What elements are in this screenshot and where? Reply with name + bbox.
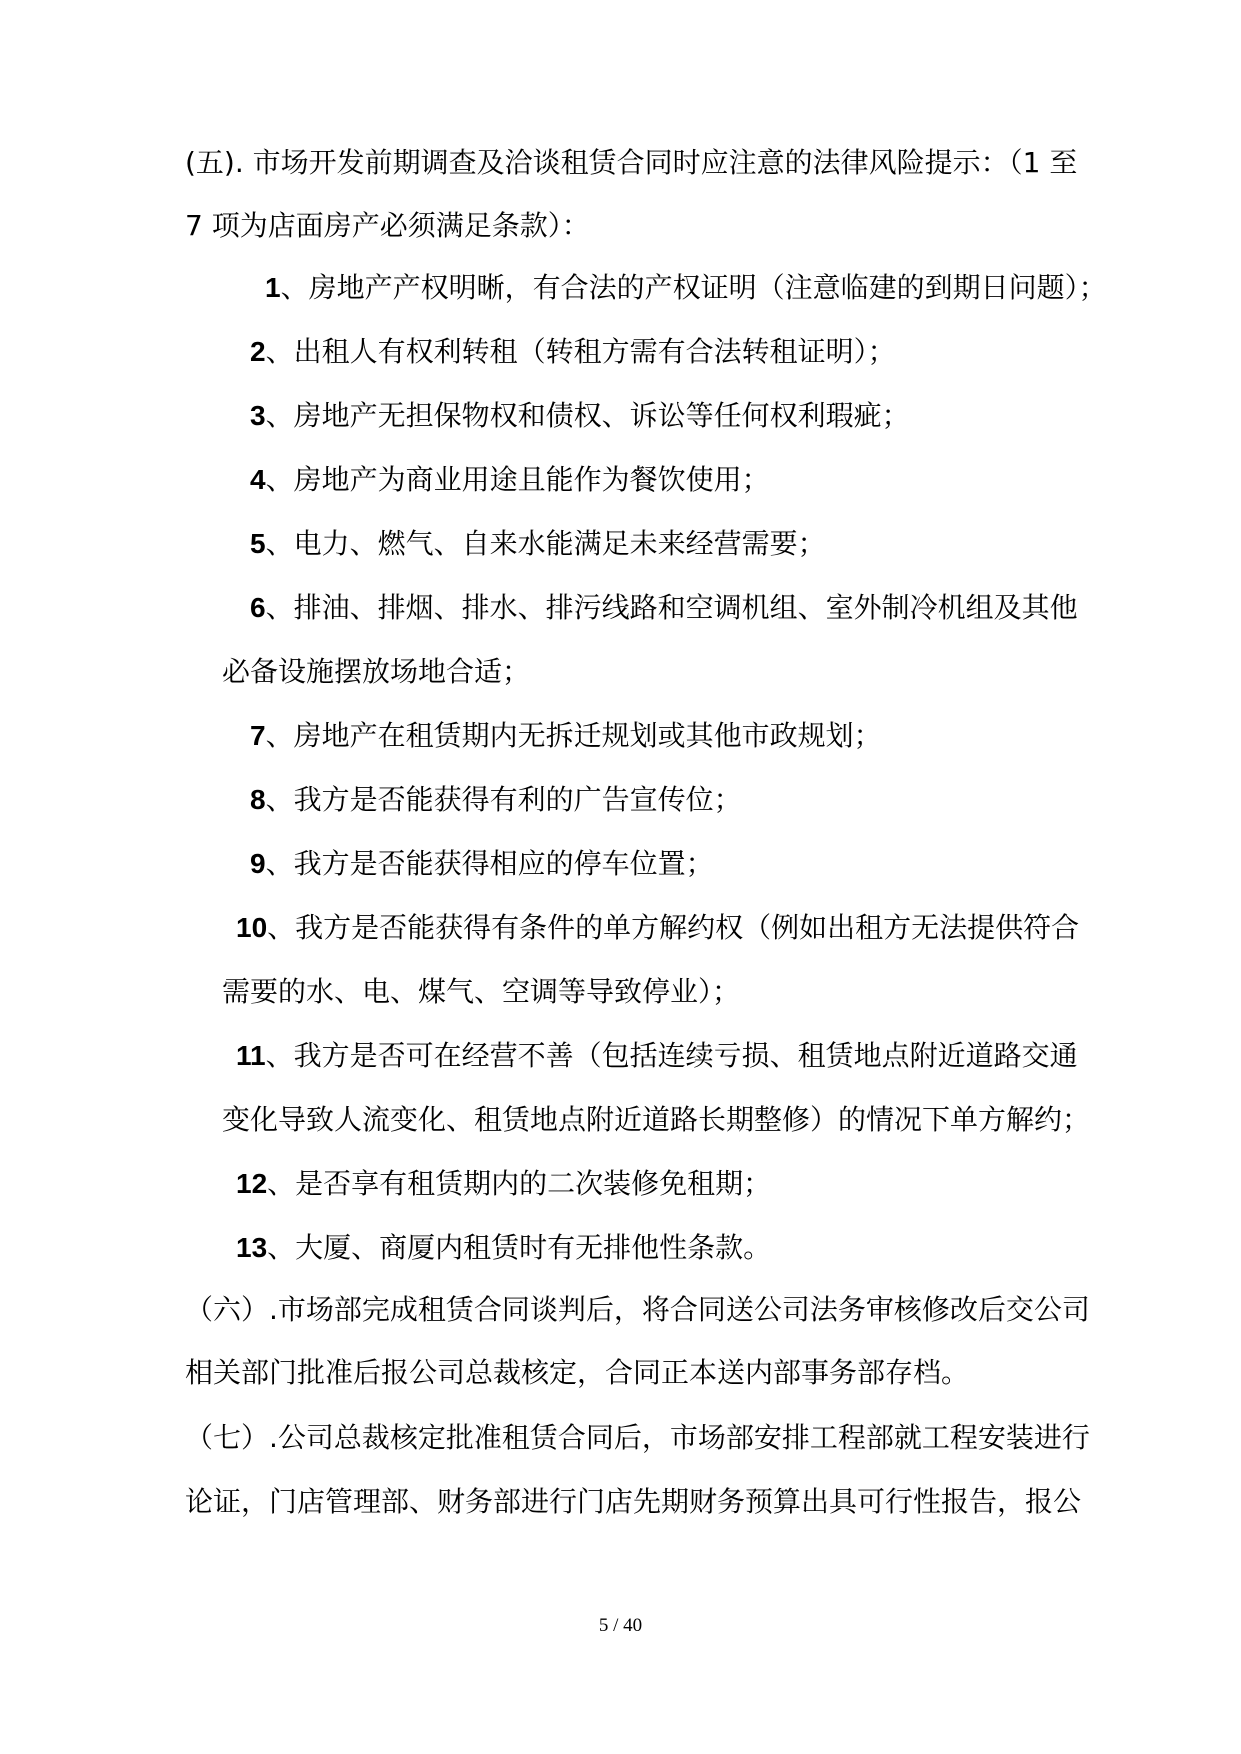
list-item-number: 12 bbox=[236, 1168, 268, 1199]
paragraph-6-line-1: （六）.市场部完成租赁合同谈判后，将合同送公司法务审核修改后交公司 bbox=[185, 1293, 1090, 1326]
list-item-text: 、房地产为商业用途且能作为餐饮使用； bbox=[265, 463, 770, 496]
list-item-number: 2 bbox=[250, 336, 266, 367]
list-item-text: 、我方是否能获得有条件的单方解约权（例如出租方无法提供符合 bbox=[267, 911, 1080, 944]
list-item-13 bbox=[236, 1228, 771, 1268]
list-item-number: 4 bbox=[250, 464, 266, 495]
list-item-text: 、房地产无担保物权和债权、诉讼等任何权利瑕疵； bbox=[265, 399, 910, 432]
list-item-1 bbox=[265, 268, 1107, 308]
list-item-3 bbox=[250, 396, 910, 436]
list-item-10-continuation: 需要的水、电、煤气、空调等导致停业）； bbox=[222, 975, 741, 1008]
list-item-text: 、大厦、商厦内租赁时有无排他性条款。 bbox=[267, 1231, 772, 1264]
list-item-2 bbox=[250, 332, 896, 372]
list-item-number: 3 bbox=[250, 400, 266, 431]
list-item-number: 11 bbox=[236, 1040, 266, 1071]
list-item-number: 6 bbox=[250, 592, 266, 623]
list-item-text: 、房地产在租赁期内无拆迁规划或其他市政规划； bbox=[265, 719, 882, 752]
list-item-9 bbox=[250, 844, 714, 884]
list-item-text: 、是否享有租赁期内的二次装修免租期； bbox=[267, 1167, 772, 1200]
list-item-number: 5 bbox=[250, 528, 266, 559]
list-item-text: 、电力、燃气、自来水能满足未来经营需要； bbox=[265, 527, 826, 560]
page-number: 5 / 40 bbox=[598, 1615, 643, 1636]
list-item-7 bbox=[250, 716, 882, 756]
list-item-text: 、排油、排烟、排水、排污线路和空调机组、室外制冷机组及其他 bbox=[265, 591, 1078, 624]
section-heading-5-line-2: 7 项为店面房产必须满足条款）： bbox=[185, 209, 590, 242]
list-item-8 bbox=[250, 780, 742, 820]
list-item-number: 13 bbox=[236, 1232, 268, 1263]
paragraph-7-line-1: （七）.公司总裁核定批准租赁合同后，市场部安排工程部就工程安装进行 bbox=[185, 1421, 1090, 1454]
list-item-5 bbox=[250, 524, 826, 564]
list-item-number: 7 bbox=[250, 720, 266, 751]
list-item-12 bbox=[236, 1164, 771, 1204]
list-item-number: 8 bbox=[250, 784, 266, 815]
list-item-text: 、出租人有权利转租（转租方需有合法转租证明）； bbox=[265, 335, 896, 368]
list-item-number: 10 bbox=[236, 912, 268, 943]
section-heading-5-line-1: (五). 市场开发前期调查及洽谈租赁合同时应注意的法律风险提示：（1 至 bbox=[185, 146, 1078, 179]
list-item-6 bbox=[250, 588, 1078, 628]
list-item-11 bbox=[236, 1036, 1078, 1076]
list-item-text: 、我方是否可在经营不善（包括连续亏损、租赁地点附近道路交通 bbox=[265, 1039, 1078, 1072]
list-item-6-continuation: 必备设施摆放场地合适； bbox=[222, 655, 531, 688]
list-item-number: 1 bbox=[265, 272, 281, 303]
list-item-10 bbox=[236, 908, 1079, 948]
list-item-4 bbox=[250, 460, 770, 500]
list-item-text: 、我方是否能获得相应的停车位置； bbox=[265, 847, 714, 880]
list-item-11-continuation: 变化导致人流变化、租赁地点附近道路长期整修）的情况下单方解约； bbox=[222, 1103, 1091, 1136]
paragraph-7-line-2: 论证，门店管理部、财务部进行门店先期财务预算出具可行性报告，报公 bbox=[185, 1485, 1082, 1518]
list-item-text: 、我方是否能获得有利的广告宣传位； bbox=[265, 783, 742, 816]
list-item-text: 、房地产产权明晰，有合法的产权证明（注意临建的到期日问题）； bbox=[280, 271, 1107, 304]
list-item-number: 9 bbox=[250, 848, 266, 879]
paragraph-6-line-2: 相关部门批准后报公司总裁核定，合同正本送内部事务部存档。 bbox=[185, 1356, 970, 1389]
